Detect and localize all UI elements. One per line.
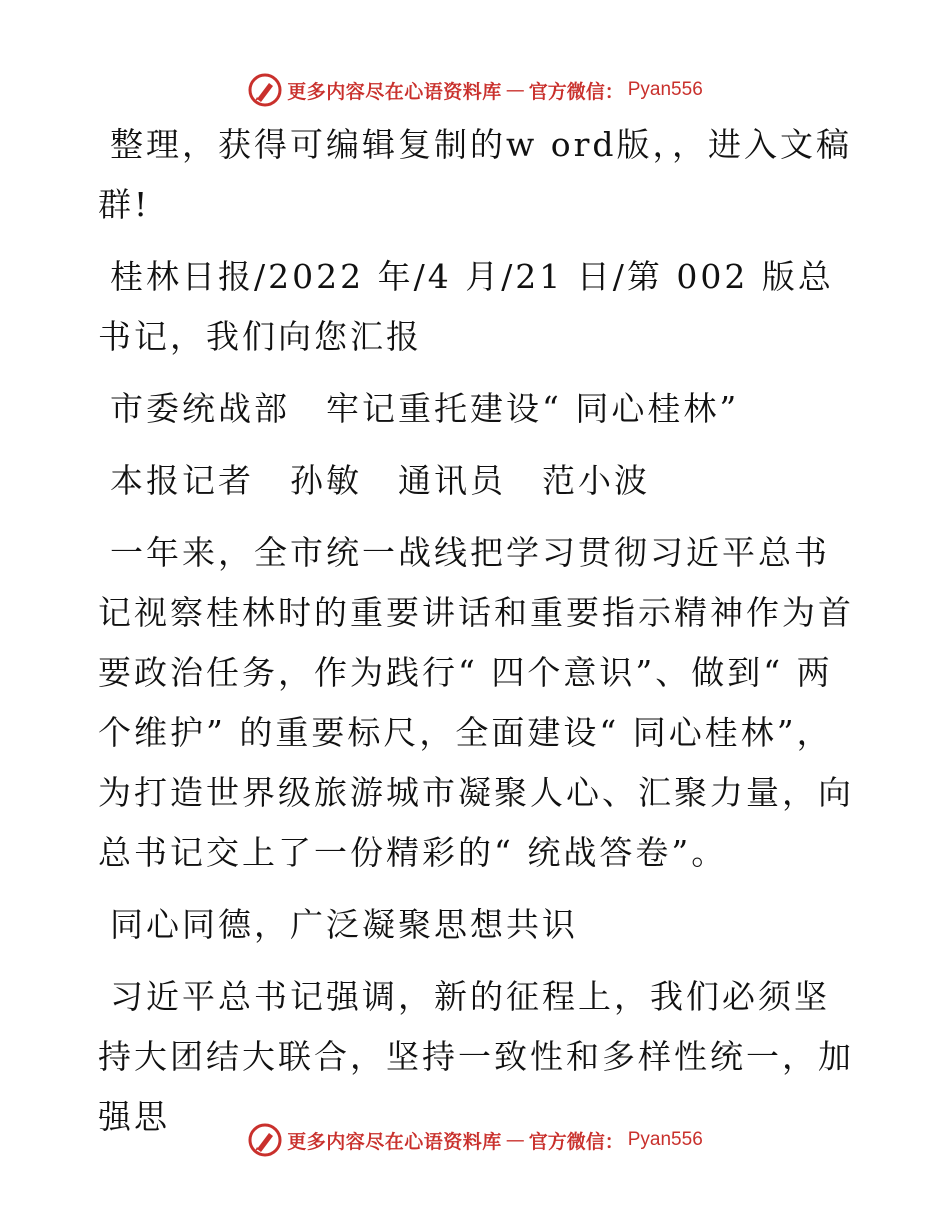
banner-dash: — xyxy=(505,1129,525,1151)
paragraph-intro: 整理，获得可编辑复制的w ord版，，进入文稿群! xyxy=(98,125,853,224)
header-watermark-banner xyxy=(0,70,950,110)
paragraph-byline: 本报记者 孙敏 通讯员 范小波 xyxy=(110,461,650,500)
paragraph-source: 桂林日报/2022 年/4 月/21 日/第 002 版总书记，我们向您汇报 xyxy=(98,257,834,356)
banner-wechat-id: Pyan556 xyxy=(627,79,703,100)
footer-watermark-banner xyxy=(0,1120,950,1160)
paragraph-body-2: 习近平总书记强调，新的征程上，我们必须坚持大团结大联合，坚持一致性和多样性统一，加强思 xyxy=(98,977,854,1136)
paragraph-subheading: 同心同德，广泛凝聚思想共识 xyxy=(110,905,578,944)
banner-wechat-label: 官方微信： xyxy=(528,80,624,103)
banner-dash: — xyxy=(505,79,525,101)
paragraph-headline: 市委统战部 牢记重托建设“ 同心桂林” xyxy=(110,389,740,428)
pen-logo-icon xyxy=(247,1122,283,1158)
banner-wechat-id: Pyan556 xyxy=(627,1129,703,1150)
document-body xyxy=(98,115,858,1159)
paragraph-body-1: 一年来，全市统一战线把学习贯彻习近平总书记视察桂林时的重要讲话和重要指示精神作为首要政治任务，作为践行“ 四个意识”、做到“ 两个维护” 的重要标尺，全面建设“ 同心桂林”，为打造世界级旅游城市凝聚人心、汇聚力量，向总书记交上了一份精彩的“ 统战答卷”。 xyxy=(98,533,854,872)
banner-title: 更多内容尽在心语资料库 xyxy=(287,80,502,103)
pen-logo-icon xyxy=(247,72,283,108)
banner-wechat-label: 官方微信： xyxy=(528,1130,624,1153)
banner-title: 更多内容尽在心语资料库 xyxy=(287,1130,502,1153)
